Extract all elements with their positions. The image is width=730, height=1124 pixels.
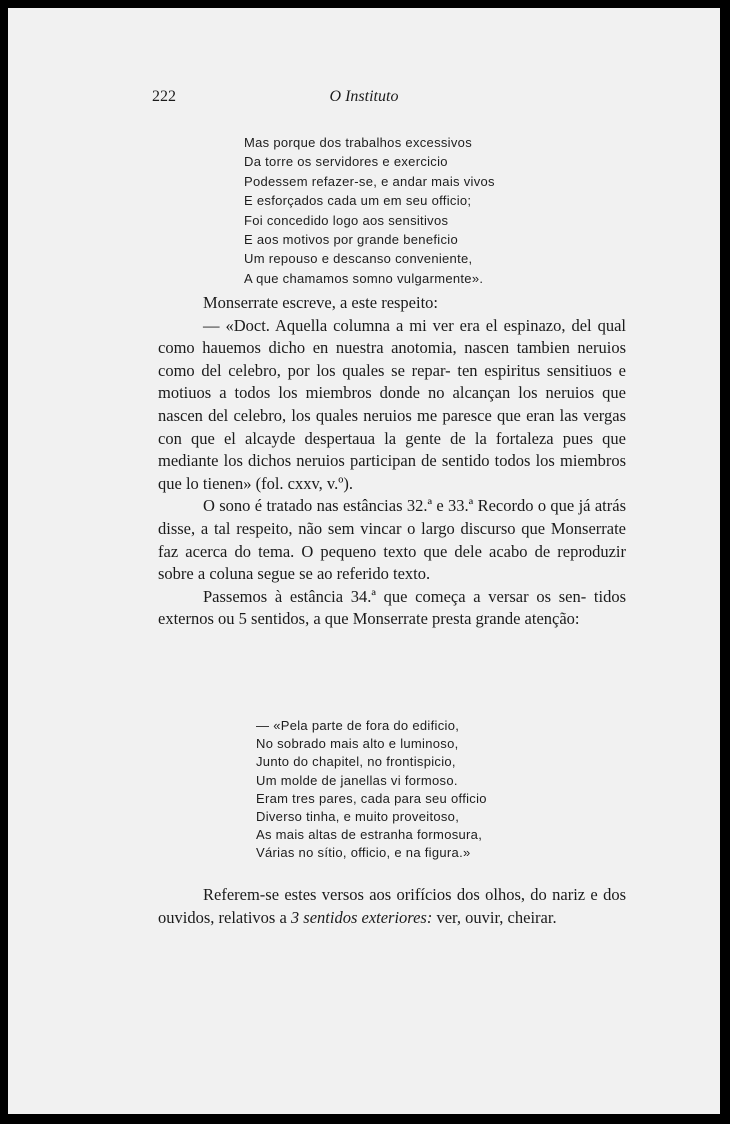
body-text-2: [158, 884, 626, 929]
paragraph: Monserrate escreve, a este respeito:: [203, 293, 439, 312]
paragraph: Passemos à estância 34.ª que começa a versar os sen- tidos externos ou 5 sentidos, a que Monserrate presta grande atenção:: [158, 586, 626, 629]
verse-line: Eram tres pares, cada para seu officio: [256, 790, 487, 806]
running-head: [8, 88, 720, 112]
book-page: [8, 8, 720, 1114]
verse-line: Podessem refazer-se, e andar mais vivos: [244, 173, 495, 189]
verse-line: Foi concedido logo aos sensitivos: [244, 212, 449, 228]
journal-title: O Instituto: [329, 88, 399, 105]
paragraph: — «Doct. Aquella columna a mi ver era el espinazo, del qual como hauemos dicho en nuestra anotomia, nascen tambien neruios como del celebro, por los quales se repar- ten espiritus sensitiuos e motiuos a todos los miembros donde no alcançan los neruios que nascen del celebro, los quales neruios me paresce que eran las vergas con que el alcayde despertaua la gente de la fortaleza pues que mediante los dichos neruios participan de sentido todos los miembros que lo tienen» (fol. cxxv, v.º).: [158, 315, 626, 493]
verse-line: No sobrado mais alto e luminoso,: [256, 736, 459, 752]
verse-line: As mais altas de estranha formosura,: [256, 827, 483, 843]
text-run: ver, ouvir, cheirar.: [432, 907, 557, 927]
verse-block-2: [256, 717, 487, 863]
verse-line: — «Pela parte de fora do edificio,: [256, 718, 460, 733]
paragraph: O sono é tratado nas estâncias 32.ª e 33.ª Recordo o que já atrás disse, a tal respeito, não sem vincar o largo discurso que Monserrate faz acerca do tema. O pequeno texto que dele acabo de reproduzir sobre a coluna segue se ao referido texto.: [158, 496, 626, 584]
verse-line: E aos motivos por grande beneficio: [244, 232, 458, 248]
verse-line: Um repouso e descanso conveniente,: [244, 251, 473, 267]
verse-block-1: [244, 133, 495, 288]
text-run: Referem-se estes versos aos orifícios dos olhos, do nariz e dos ouvidos, relativos a: [158, 885, 626, 927]
verse-line: Junto do chapitel, no frontispicio,: [256, 754, 456, 770]
verse-line: Várias no sítio, officio, e na figura.»: [256, 845, 471, 861]
verse-line: Da torre os servidores e exercicio: [244, 154, 448, 170]
verse-line: A que chamamos somno vulgarmente».: [244, 270, 484, 286]
verse-line: Diverso tinha, e muito proveitoso,: [256, 809, 460, 825]
page-number: 222: [152, 88, 176, 105]
emphasis-text: 3 sentidos exteriores:: [290, 907, 433, 927]
verse-line: E esforçados cada um em seu officio;: [244, 193, 472, 209]
verse-line: Um molde de janellas vi formoso.: [256, 772, 458, 788]
verse-line: Mas porque dos trabalhos excessivos: [244, 135, 473, 150]
paragraph: [158, 884, 626, 929]
body-text-1: [158, 292, 626, 631]
